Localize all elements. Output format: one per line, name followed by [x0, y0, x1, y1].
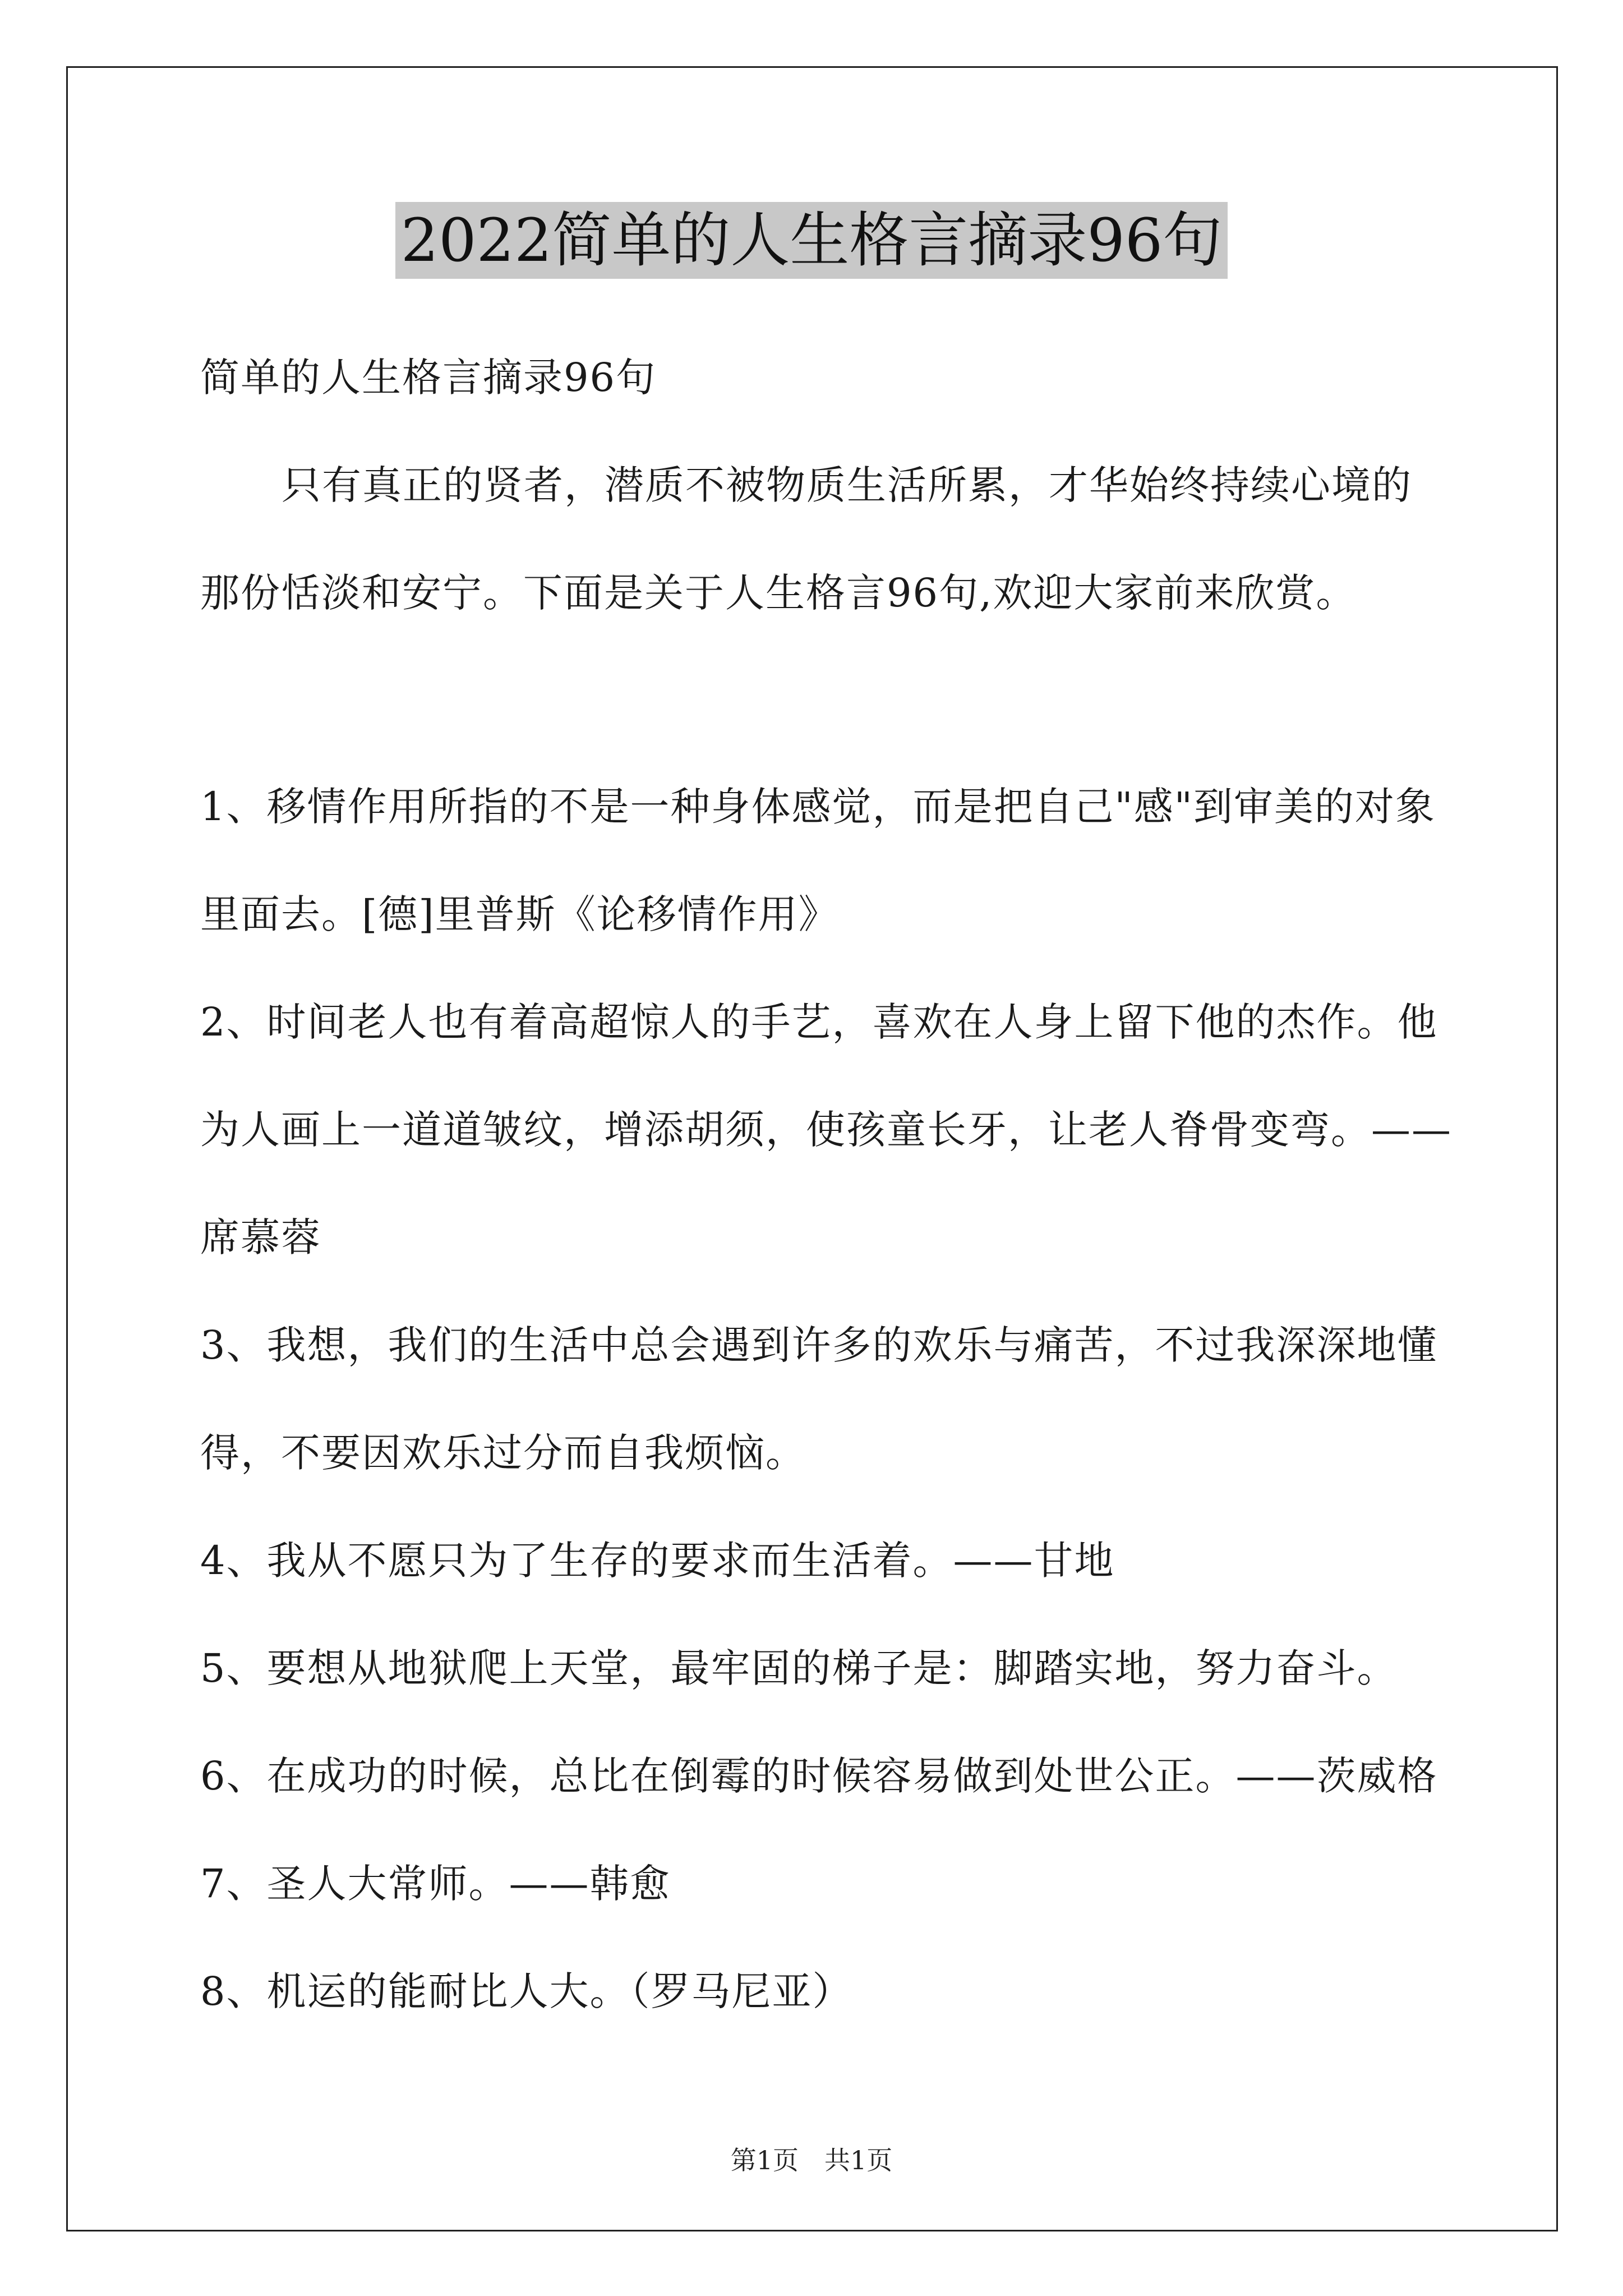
text-line: 得，不要因欢乐过分而自我烦恼。	[200, 1430, 806, 1476]
intro-line-1: 只有真正的贤者，潜质不被物质生活所累，才华始终持续心境的	[282, 462, 1412, 508]
subtitle: 简单的人生格言摘录96句	[200, 355, 657, 401]
text-line: 1、移情作用所指的不是一种身体感觉，而是把自己"感"到审美的对象	[200, 784, 1436, 830]
text-line: 7、圣人大常师。——韩愈	[200, 1861, 671, 1907]
title-container	[0, 202, 1623, 279]
text-line: 为人画上一道道皱纹，增添胡须，使孩童长牙，让老人脊骨变弯。——	[200, 1107, 1452, 1153]
text-line: 里面去。[德]里普斯《论移情作用》	[200, 891, 839, 937]
text-line: 2、时间老人也有着高超惊人的手艺，喜欢在人身上留下他的杰作。他	[200, 999, 1438, 1045]
text-line: 6、在成功的时候，总比在倒霉的时候容易做到处世公正。——茨威格	[200, 1753, 1438, 1799]
text-line: 5、要想从地狱爬上天堂，最牢固的梯子是：脚踏实地，努力奋斗。	[200, 1645, 1398, 1691]
document-title: 2022简单的人生格言摘录96句	[395, 202, 1228, 279]
text-line: 3、我想，我们的生活中总会遇到许多的欢乐与痛苦，不过我深深地懂	[200, 1322, 1438, 1368]
intro-line-2: 那份恬淡和安宁。下面是关于人生格言96句,欢迎大家前来欣赏。	[200, 570, 1357, 616]
page-footer: 第1页 共1页	[730, 2145, 893, 2175]
text-line: 席慕蓉	[200, 1214, 321, 1260]
text-line: 8、机运的能耐比人大。（罗马尼亚）	[200, 1968, 853, 2014]
text-line: 4、我从不愿只为了生存的要求而生活着。——甘地	[200, 1538, 1115, 1584]
